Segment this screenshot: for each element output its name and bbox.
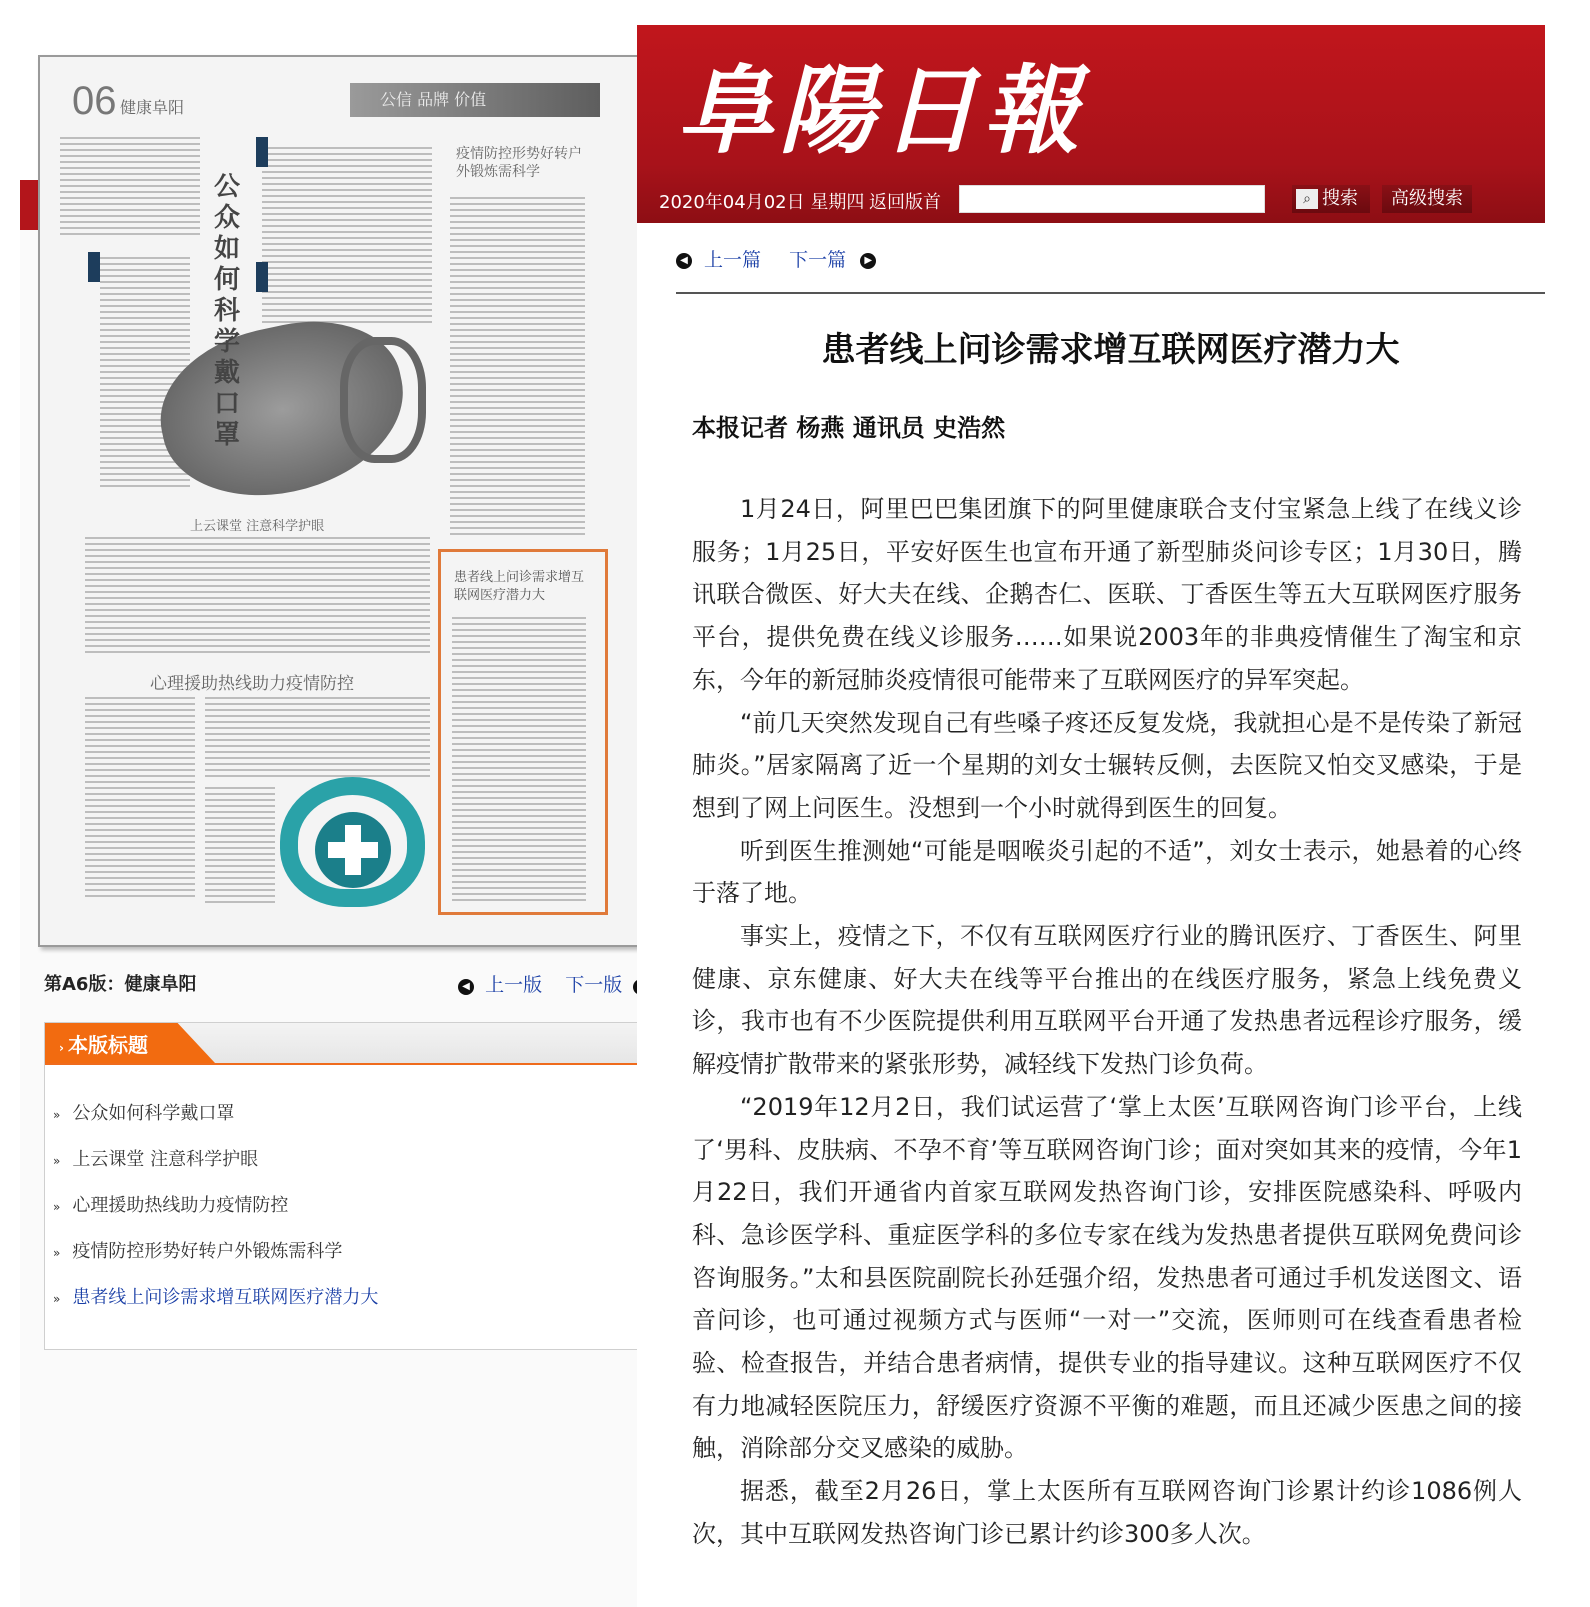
edition-label: 第A6版：健康阜阳	[44, 974, 197, 995]
article-paragraph: “2019年12月2日，我们试运营了‘掌上太医’互联网咨询门诊平台，上线了‘男科、皮肤病、不孕不育’等互联网咨询门诊；面对突如其来的疫情，今年1月22日，我们开通省内首家互联网发热咨询门诊，安排医院感染科、呼吸内科、急诊医学科、重症医学科的多位专家在线为发热患者提供互联网免费问诊咨询服务。”太和县医院副院长孙廷强介绍，发热患者可通过手机发送图文、语音问诊，也可通过视频方式与医师“一对一”交流，医师则可在线查看患者检验、检查报告，并结合患者病情，提供专业的指导建议。这种互联网医疗不仅有力地减轻医院压力，舒缓医疗资源不平衡的难题，而且还减少医患之间的接触，消除部分交叉感染的威胁。	[692, 1092, 1522, 1463]
article-paragraph: 听到医生推测她“可能是咽喉炎引起的不适”，刘女士表示，她悬着的心终于落了地。	[692, 836, 1522, 908]
title-item[interactable]	[53, 1237, 342, 1263]
double-chevron-icon: »	[53, 1108, 61, 1122]
double-chevron-icon: »	[53, 1154, 61, 1168]
title-item[interactable]	[53, 1099, 234, 1125]
page-ad-banner: 公信 品牌 价值	[350, 83, 600, 117]
masthead	[637, 25, 1545, 223]
prev-article-link[interactable]: 上一篇	[704, 249, 762, 271]
article-paragraph: 事实上，疫情之下，不仅有互联网医疗行业的腾讯医疗、丁香医生、阿里健康、京东健康、好大夫在线等平台推出的在线医疗服务，紧急上线免费义诊，我市也有不少医院提供利用互联网平台开通了发热患者远程诊疗服务，缓解疫情扩散带来的紧张形势，减轻线下发热门诊负荷。	[692, 922, 1522, 1079]
prev-arrow-icon[interactable]: ◀	[458, 979, 474, 995]
search-icon: ⌕	[1296, 189, 1318, 209]
text-block	[85, 697, 195, 897]
search-button[interactable]	[1292, 185, 1370, 213]
page-number: 06	[72, 79, 117, 123]
title-item-active[interactable]	[53, 1283, 378, 1309]
hotline-article-caption: 心理援助热线助力疫情防控	[150, 674, 354, 694]
article-paragraph: 1月24日，阿里巴巴集团旗下的阿里健康联合支付宝紧急上线了在线义诊服务；1月25日，平安好医生也宣布开通了新型肺炎问诊专区；1月30日，腾讯联合微医、好大夫在线、企鹅杏仁、医联、丁香医生等五大互联网医疗服务平台，提供免费在线义诊服务……如果说2003年的非典疫情催生了淘宝和京东，今年的新冠肺炎疫情很可能带来了互联网医疗的异军突起。	[692, 495, 1522, 694]
article-body	[692, 488, 1522, 1556]
text-block	[85, 537, 430, 657]
edition-nav	[458, 970, 649, 997]
section-number-marker	[256, 137, 268, 167]
title-item[interactable]	[53, 1145, 258, 1171]
title-item[interactable]	[53, 1191, 288, 1217]
page-titles-box	[44, 1022, 638, 1350]
text-block	[450, 197, 585, 537]
title-item-label[interactable]: 公众如何科学戴口罩	[72, 1103, 235, 1124]
left-red-strip	[20, 180, 40, 230]
newspaper-page-thumbnail[interactable]	[38, 55, 640, 947]
double-chevron-icon: »	[53, 1200, 61, 1214]
prev-edition-link[interactable]: 上一版	[485, 974, 543, 996]
highlight-article-caption: 患者线上问诊需求增互联网医疗潜力大	[454, 570, 585, 603]
newspaper-logo[interactable]: 阜陽日報	[677, 54, 1085, 167]
prev-article-icon[interactable]: ◀	[676, 253, 692, 269]
current-article-highlight[interactable]	[438, 549, 608, 915]
mask-article-title: 公众如何科学戴口罩	[214, 172, 241, 450]
advanced-search-button[interactable]: 高级搜索	[1382, 185, 1472, 213]
article-title: 患者线上问诊需求增互联网医疗潜力大	[821, 330, 1400, 370]
search-input[interactable]	[959, 185, 1265, 213]
face-mask-strap	[340, 337, 426, 463]
next-edition-link[interactable]: 下一版	[565, 974, 623, 996]
page-section: 健康阜阳	[120, 98, 185, 117]
title-item-label[interactable]: 患者线上问诊需求增互联网医疗潜力大	[72, 1287, 379, 1308]
text-block	[262, 147, 432, 327]
title-item-label[interactable]: 疫情防控形势好转户外锻炼需科学	[72, 1241, 343, 1262]
titles-header-text: 本版标题	[67, 1033, 148, 1057]
search-button-label: 搜索	[1322, 188, 1358, 209]
medical-cross-icon	[328, 842, 378, 858]
text-block	[205, 697, 430, 777]
titles-header	[45, 1023, 637, 1065]
text-block	[205, 787, 275, 907]
double-chevron-icon: »	[53, 1246, 61, 1260]
article-nav	[676, 245, 876, 272]
section-number-marker	[256, 262, 268, 292]
title-item-label[interactable]: 上云课堂 注意科学护眼	[72, 1149, 259, 1170]
text-block	[60, 137, 200, 237]
issue-date: 2020年04月02日 星期四	[659, 192, 865, 213]
eye-article-caption: 上云课堂 注意科学护眼	[190, 519, 325, 534]
next-article-link[interactable]: 下一篇	[789, 249, 847, 271]
exercise-article-caption: 疫情防控形势好转户外锻炼需科学	[456, 146, 582, 180]
section-number-marker	[88, 252, 100, 282]
divider	[676, 292, 1545, 294]
article-paragraph: 据悉，截至2月26日，掌上太医所有互联网咨询门诊累计约诊1086例人次，其中互联网发热咨询门诊已累计约诊300多人次。	[692, 1477, 1522, 1548]
double-chevron-icon: »	[53, 1292, 61, 1306]
article-paragraph: “前几天突然发现自己有些嗓子疼还反复发烧，我就担心是不是传染了新冠肺炎。”居家隔离了近一个星期的刘女士辗转反侧，去医院又怕交叉感染，于是想到了网上问医生。没想到一个小时就得到医生的回复。	[692, 708, 1522, 822]
title-item-label[interactable]: 心理援助热线助力疫情防控	[72, 1195, 289, 1216]
article-byline: 本报记者 杨燕 通讯员 史浩然	[692, 414, 1006, 442]
titles-header-label	[59, 1029, 148, 1058]
next-article-icon[interactable]: ▶	[860, 253, 876, 269]
chevron-right-icon: ›	[59, 1041, 64, 1055]
back-to-front-link[interactable]: 返回版首	[869, 192, 941, 213]
